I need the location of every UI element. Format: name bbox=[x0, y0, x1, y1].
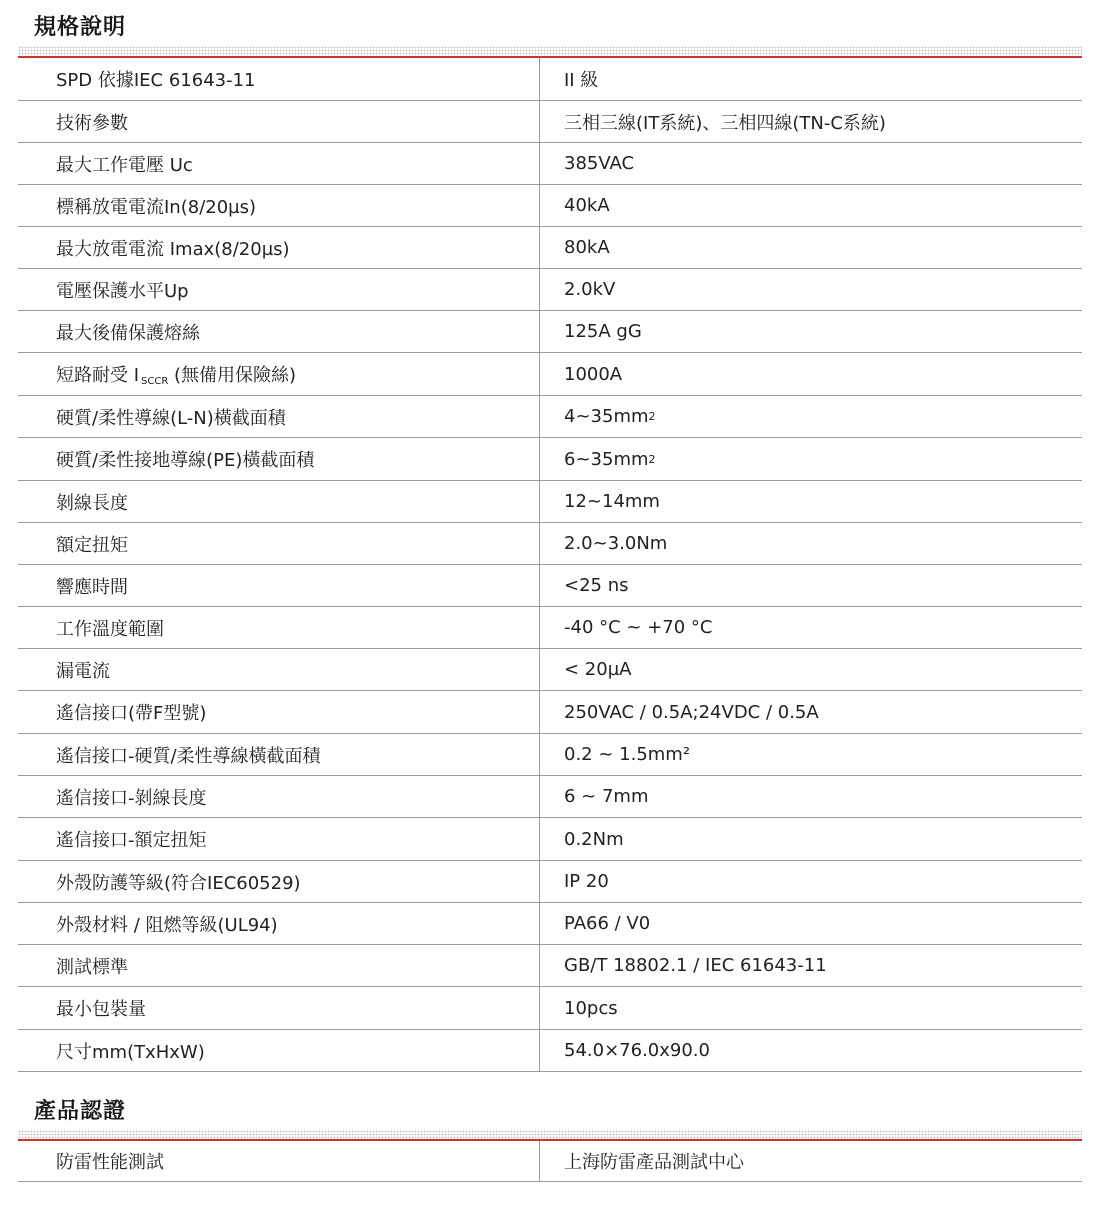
spec-value-text: 4~35mm bbox=[564, 406, 649, 427]
table-row bbox=[18, 185, 1082, 227]
spec-value-text: 三相三線(IT系統)、三相四線(TN-C系統) bbox=[564, 112, 886, 134]
table-row bbox=[18, 818, 1082, 861]
spec-label bbox=[56, 185, 526, 226]
table-row bbox=[18, 1030, 1082, 1072]
table-row bbox=[18, 1141, 1082, 1182]
spec-value-superscript: 2 bbox=[648, 410, 656, 423]
table-row bbox=[18, 903, 1082, 945]
spec-value bbox=[564, 565, 1074, 606]
spec-value-text: 80kA bbox=[564, 237, 610, 258]
spec-label bbox=[56, 649, 526, 690]
spec-value-text: 0.2Nm bbox=[564, 828, 624, 850]
table-row bbox=[18, 269, 1082, 311]
spec-value bbox=[564, 734, 1074, 775]
spec-label bbox=[56, 227, 526, 268]
spec-label bbox=[56, 903, 526, 944]
spec-label bbox=[56, 481, 526, 522]
spec-label-text: 技術參數 bbox=[56, 112, 128, 134]
spec-label bbox=[56, 1030, 526, 1071]
spec-value bbox=[564, 311, 1074, 352]
spec-value-text: 6 ~ 7mm bbox=[564, 786, 649, 807]
spec-value-text: 250VAC / 0.5A;24VDC / 0.5A bbox=[564, 701, 819, 723]
spec-value bbox=[564, 227, 1074, 268]
table-row bbox=[18, 438, 1082, 481]
spec-value bbox=[564, 1141, 1074, 1181]
spec-label bbox=[56, 311, 526, 352]
spec-label-text: 遙信接口(帶F型號) bbox=[56, 703, 207, 724]
spec-label-text: 最大放電電流 Imax(8/20µs) bbox=[56, 238, 290, 260]
table-row bbox=[18, 311, 1082, 353]
specs-table bbox=[18, 58, 1082, 1072]
spec-label-text: 外殼防護等級(符合IEC60529) bbox=[56, 872, 301, 894]
certification-table bbox=[18, 1141, 1082, 1182]
spec-value bbox=[564, 945, 1074, 986]
spec-value-text: 40kA bbox=[564, 195, 610, 216]
spec-label-text: 漏電流 bbox=[56, 660, 110, 682]
table-row bbox=[18, 945, 1082, 987]
table-row bbox=[18, 776, 1082, 818]
spec-value bbox=[564, 691, 1074, 733]
spec-label bbox=[56, 101, 526, 142]
spec-value-text: 54.0×76.0x90.0 bbox=[564, 1040, 710, 1061]
spec-value-text: 10pcs bbox=[564, 997, 618, 1019]
spec-label-text: 防雷性能測試 bbox=[56, 1152, 164, 1173]
spec-label bbox=[56, 607, 526, 648]
spec-value bbox=[564, 818, 1074, 860]
spec-value bbox=[564, 776, 1074, 817]
table-row bbox=[18, 143, 1082, 185]
specs-title: 規格說明 bbox=[34, 15, 127, 40]
table-row bbox=[18, 607, 1082, 649]
spec-label bbox=[56, 438, 526, 480]
spec-label-text: 額定扭矩 bbox=[56, 534, 128, 556]
spec-value bbox=[564, 523, 1074, 564]
spec-label bbox=[56, 353, 526, 395]
table-row bbox=[18, 523, 1082, 565]
spec-value-text: 2.0kV bbox=[564, 279, 616, 300]
spec-value-text: -40 °C ~ +70 °C bbox=[564, 617, 713, 638]
spec-label-text: 測試標準 bbox=[56, 956, 128, 978]
spec-value-text: 1000A bbox=[564, 363, 623, 385]
spec-value-text: 上海防雷產品測試中心 bbox=[564, 1152, 744, 1173]
spec-label-text: 硬質/柔性導線(L-N)橫截面積 bbox=[56, 407, 286, 429]
spec-value-text: GB/T 18802.1 / IEC 61643-11 bbox=[564, 955, 827, 976]
spec-value-text: 385VAC bbox=[564, 153, 635, 174]
table-row bbox=[18, 481, 1082, 523]
spec-value bbox=[564, 438, 1074, 480]
spec-label bbox=[56, 58, 526, 100]
spec-value bbox=[564, 143, 1074, 184]
spec-value-superscript: 2 bbox=[648, 452, 656, 466]
spec-label bbox=[56, 143, 526, 184]
spec-label-text: 工作溫度範圍 bbox=[56, 618, 164, 640]
spec-label bbox=[56, 945, 526, 986]
spec-label bbox=[56, 269, 526, 310]
spec-label bbox=[56, 861, 526, 902]
spec-label bbox=[56, 776, 526, 817]
table-row bbox=[18, 691, 1082, 734]
spec-value bbox=[564, 903, 1074, 944]
spec-label-text: 遙信接口-剝線長度 bbox=[56, 787, 207, 809]
spec-label-text: 響應時間 bbox=[56, 576, 128, 598]
spec-value bbox=[564, 269, 1074, 310]
specs-dotted-band bbox=[18, 46, 1082, 56]
spec-label-text: 最大後備保護熔絲 bbox=[56, 322, 200, 344]
spec-value bbox=[564, 185, 1074, 226]
table-row bbox=[18, 227, 1082, 269]
table-row bbox=[18, 565, 1082, 607]
spec-label bbox=[56, 734, 526, 775]
spec-value-text: 12~14mm bbox=[564, 491, 660, 512]
spec-value bbox=[564, 861, 1074, 902]
spec-value-text: < 20µA bbox=[564, 659, 632, 680]
spec-label-suffix: (無備用保險絲) bbox=[168, 365, 297, 386]
spec-label-subscript: SCCR bbox=[141, 375, 169, 387]
spec-value bbox=[564, 101, 1074, 142]
spec-label-text: 硬質/柔性接地導線(PE)橫截面積 bbox=[56, 450, 315, 471]
spec-label-text: 尺寸mm(TxHxW) bbox=[56, 1041, 205, 1063]
spec-value-text: <25 ns bbox=[564, 575, 629, 596]
table-row bbox=[18, 861, 1082, 903]
spec-label-text: SPD 依據IEC 61643-11 bbox=[56, 70, 256, 91]
spec-label bbox=[56, 818, 526, 860]
spec-value-text: II 級 bbox=[564, 70, 599, 91]
spec-value bbox=[564, 353, 1074, 395]
spec-label-text: 標稱放電電流In(8/20µs) bbox=[56, 196, 257, 218]
spec-value-text: 2.0~3.0Nm bbox=[564, 533, 668, 554]
spec-label-text: 最大工作電壓 Uc bbox=[56, 154, 193, 176]
spec-value bbox=[564, 1030, 1074, 1071]
spec-label bbox=[56, 987, 526, 1029]
spec-value bbox=[564, 987, 1074, 1029]
spec-value bbox=[564, 607, 1074, 648]
certification-title: 產品認證 bbox=[34, 1099, 127, 1124]
spec-label-text: 遙信接口-硬質/柔性導線橫截面積 bbox=[56, 745, 321, 767]
spec-label-text: 遙信接口-額定扭矩 bbox=[56, 830, 207, 851]
table-row bbox=[18, 734, 1082, 776]
spec-value bbox=[564, 58, 1074, 100]
spec-value-text: 6~35mm bbox=[564, 448, 649, 470]
spec-value-text: IP 20 bbox=[564, 871, 609, 892]
table-row bbox=[18, 58, 1082, 101]
table-row bbox=[18, 101, 1082, 143]
spec-value-text: 0.2 ~ 1.5mm² bbox=[564, 744, 691, 765]
spec-value bbox=[564, 396, 1074, 437]
spec-label-text: 外殼材料 / 阻燃等級(UL94) bbox=[56, 914, 278, 936]
table-row bbox=[18, 987, 1082, 1030]
table-row bbox=[18, 649, 1082, 691]
spec-label-text: 短路耐受 I bbox=[56, 365, 140, 386]
spec-value-text: 125A gG bbox=[564, 321, 642, 342]
table-row bbox=[18, 353, 1082, 396]
spec-label-text: 剝線長度 bbox=[56, 492, 128, 514]
spec-value bbox=[564, 481, 1074, 522]
table-row bbox=[18, 396, 1082, 438]
spec-label-text: 電壓保護水平Up bbox=[56, 280, 189, 302]
spec-label bbox=[56, 523, 526, 564]
spec-label bbox=[56, 1141, 526, 1181]
spec-label bbox=[56, 396, 526, 437]
spec-label bbox=[56, 691, 526, 733]
spec-label-text: 最小包裝量 bbox=[56, 999, 146, 1020]
spec-value-text: PA66 / V0 bbox=[564, 913, 651, 934]
spec-value bbox=[564, 649, 1074, 690]
spec-label bbox=[56, 565, 526, 606]
